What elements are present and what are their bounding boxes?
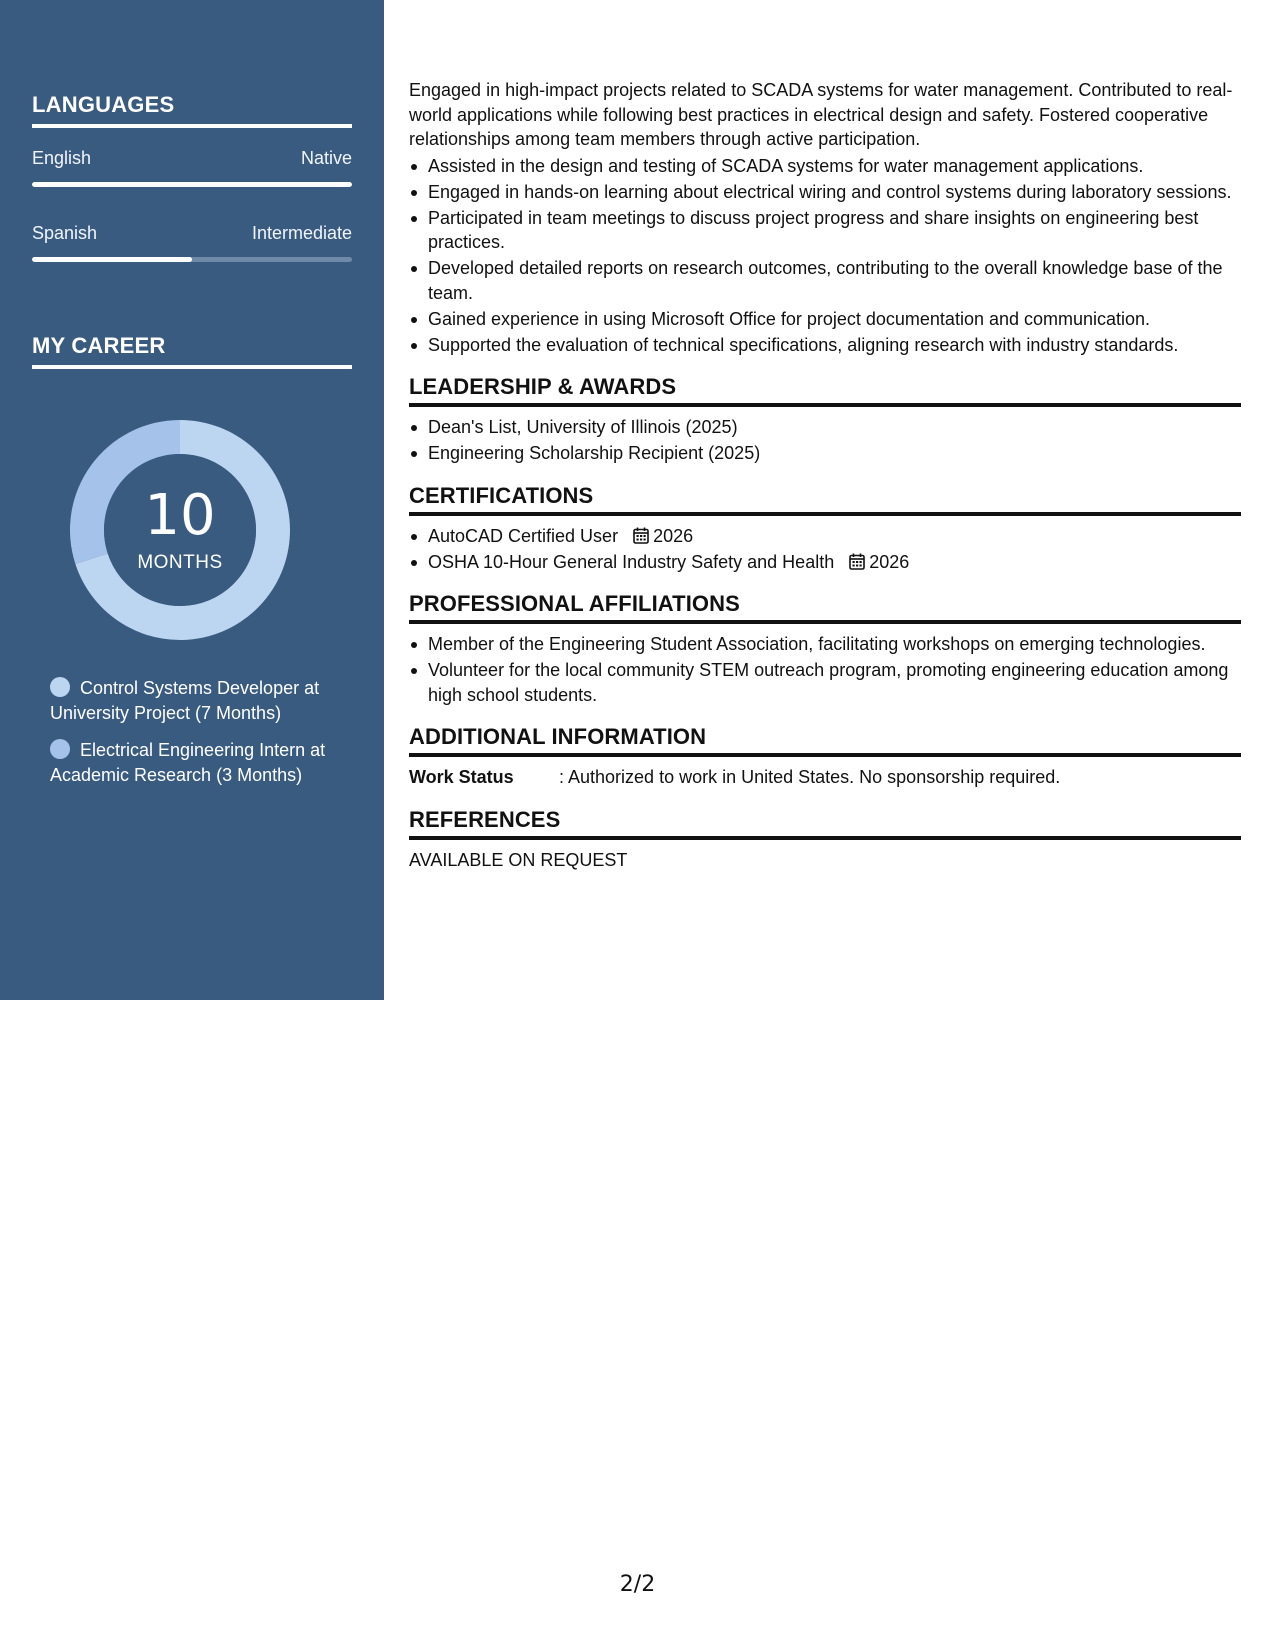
- work-status-row: [409, 765, 1241, 790]
- certifications-list: [409, 524, 1241, 575]
- language-item-english: [32, 148, 352, 187]
- list-item: Member of the Engineering Student Association, facilitating workshops on emerging technologies.: [409, 632, 1241, 657]
- list-item: Supported the evaluation of technical specifications, aligning research with industry standards.: [409, 333, 1241, 358]
- career-legend-item: [50, 738, 330, 788]
- career-donut-chart: [66, 416, 294, 644]
- certification-name: OSHA 10-Hour General Industry Safety and Health: [428, 551, 835, 572]
- career-legend-item: [50, 676, 330, 726]
- certification-name: AutoCAD Certified User: [428, 525, 619, 546]
- certifications-heading: CERTIFICATIONS: [409, 482, 1241, 516]
- work-status-label: Work Status: [409, 767, 514, 787]
- language-name: English: [32, 148, 92, 168]
- languages-heading: LANGUAGES: [32, 92, 352, 128]
- leadership-list: [409, 415, 1241, 466]
- career-legend: [50, 676, 330, 800]
- list-item: Gained experience in using Microsoft Office for project documentation and communication.: [409, 307, 1241, 332]
- calendar-icon: [633, 527, 649, 544]
- language-name: Spanish: [32, 223, 98, 243]
- language-level: Native: [300, 148, 352, 168]
- affiliations-list: [409, 632, 1241, 707]
- career-total-unit: MONTHS: [137, 552, 223, 573]
- certification-year: 2026: [653, 525, 694, 546]
- list-item: [409, 550, 1241, 575]
- languages-section: [32, 92, 352, 262]
- career-section: [32, 333, 352, 369]
- leadership-heading: LEADERSHIP & AWARDS: [409, 373, 1241, 407]
- dot-icon: [50, 677, 70, 697]
- references-heading: REFERENCES: [409, 806, 1241, 840]
- calendar-icon: [849, 553, 865, 570]
- career-legend-text: Control Systems Developer at University Project (7 Months): [50, 678, 320, 723]
- experience-bullets: [409, 154, 1241, 358]
- affiliations-heading: PROFESSIONAL AFFILIATIONS: [409, 590, 1241, 624]
- language-item-spanish: [32, 223, 352, 262]
- language-level: Intermediate: [251, 223, 352, 243]
- references-text: AVAILABLE ON REQUEST: [409, 849, 628, 870]
- sidebar: [0, 0, 384, 1000]
- language-proficiency-bar: [32, 257, 352, 262]
- work-status-value: : Authorized to work in United States. No sponsorship required.: [559, 767, 1061, 787]
- main-content: [409, 78, 1241, 872]
- list-item: Engineering Scholarship Recipient (2025): [409, 441, 1241, 466]
- certification-year: 2026: [869, 551, 910, 572]
- language-proficiency-fill: [32, 182, 352, 187]
- list-item: Developed detailed reports on research outcomes, contributing to the overall knowledge base of the team.: [409, 256, 1241, 305]
- list-item: Volunteer for the local community STEM outreach program, promoting engineering education among high school students.: [409, 658, 1241, 707]
- additional-info-heading: ADDITIONAL INFORMATION: [409, 723, 1241, 757]
- list-item: [409, 524, 1241, 549]
- career-heading: MY CAREER: [32, 333, 352, 369]
- list-item: Engaged in hands-on learning about electrical wiring and control systems during laboratory sessions.: [409, 180, 1241, 205]
- career-legend-text: Electrical Engineering Intern at Academic Research (3 Months): [50, 740, 326, 785]
- list-item: Participated in team meetings to discuss project progress and share insights on engineering best practices.: [409, 206, 1241, 255]
- experience-summary: Engaged in high-impact projects related to SCADA systems for water management. Contributed to real-world applications while following best practices in electrical design and safety. Fostered cooperative relationships among team members through active participation.: [409, 80, 1233, 149]
- list-item: Dean's List, University of Illinois (2025): [409, 415, 1241, 440]
- list-item: Assisted in the design and testing of SCADA systems for water management applications.: [409, 154, 1241, 179]
- language-proficiency-bar: [32, 182, 352, 187]
- career-total-value: 10: [144, 483, 216, 548]
- dot-icon: [50, 739, 70, 759]
- page-number: 2/2: [619, 1572, 656, 1597]
- language-proficiency-fill: [32, 257, 192, 262]
